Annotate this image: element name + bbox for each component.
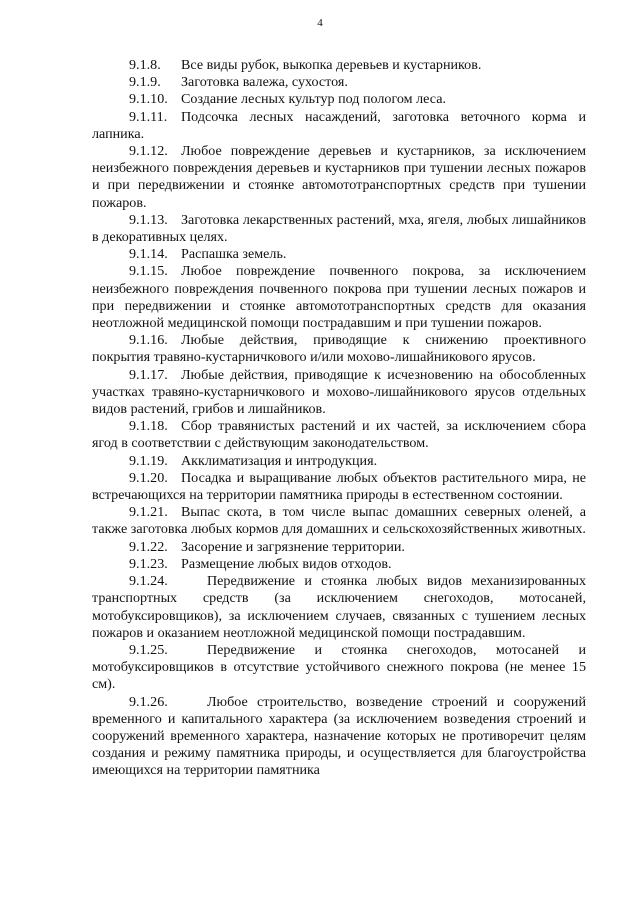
clause-text: Посадка и выращивание любых объектов растительного мира, не встречающихся на территории памятника природы в естественном состоянии. — [92, 469, 586, 504]
clause-text: Заготовка валежа, сухостоя. — [181, 74, 348, 91]
clause-number: 9.1.23. — [129, 555, 168, 572]
clause-9-1-15 — [92, 263, 586, 332]
clause-text: Выпас скота, в том числе выпас домашних северных оленей, а также заготовка любых кормов для домашних и сельскохозяйственных животных. — [92, 504, 586, 538]
page-number: 4 — [317, 17, 323, 29]
document-body — [92, 57, 586, 780]
clause-number: 9.1.20. — [129, 469, 168, 486]
clause-number: 9.1.22. — [129, 538, 168, 555]
clause-number: 9.1.13. — [129, 211, 168, 228]
clause-9-1-24 — [92, 573, 586, 642]
clause-9-1-13 — [92, 212, 586, 246]
clause-text: Любое повреждение почвенного покрова, за исключением неизбежного повреждения почвенного покрова при тушении лесных пожаров и при передвижении и стоянке автомототранспортных средств для оказания неотложной медицинской помощи пострадавшим и при тушении пожаров. — [92, 263, 586, 332]
clause-number: 9.1.17. — [129, 366, 168, 383]
clause-9-1-11 — [92, 109, 586, 143]
clause-9-1-23 — [92, 556, 586, 573]
clause-9-1-22 — [92, 539, 586, 556]
clause-9-1-10 — [92, 91, 586, 108]
clause-number: 9.1.16. — [129, 332, 168, 349]
clause-text: Любое повреждение деревьев и кустарников, за исключением неизбежного повреждения деревьев и кустарников при тушении лесных пожаров и при передвижении и стоянке автомототранспортных средств при тушении пожаров. — [92, 143, 586, 211]
clause-9-1-25 — [92, 642, 586, 694]
clause-text: Любые действия, приводящие к снижению проективного покрытия травяно-кустарничкового и/или мохово-лишайникового ярусов. — [92, 332, 586, 366]
clause-number: 9.1.11. — [129, 108, 168, 125]
clause-text: Акклиматизация и интродукция. — [181, 452, 378, 469]
clause-number: 9.1.9. — [129, 74, 161, 91]
clause-number: 9.1.24. — [129, 573, 168, 590]
clause-text: Все виды рубок, выкопка деревьев и кустарников. — [181, 57, 482, 73]
clause-number: 9.1.10. — [129, 91, 168, 108]
clause-number: 9.1.14. — [129, 246, 168, 263]
clause-text: Создание лесных культур под пологом леса. — [181, 91, 446, 108]
clause-number: 9.1.21. — [129, 504, 168, 521]
clause-9-1-20 — [92, 470, 586, 504]
clause-number: 9.1.18. — [129, 418, 168, 435]
clause-9-1-19 — [92, 453, 586, 470]
clause-text: Сбор травянистых растений и их частей, за исключением сбора ягод в соответствии с действующим законодательством. — [92, 418, 586, 452]
clause-9-1-14 — [92, 246, 586, 263]
clause-number: 9.1.8. — [129, 57, 161, 73]
clause-text: Распашка земель. — [181, 246, 287, 263]
clause-9-1-18 — [92, 418, 586, 452]
clause-number: 9.1.26. — [129, 693, 168, 710]
clause-9-1-17 — [92, 367, 586, 419]
clause-text: Передвижение и стоянка любых видов механизированных транспортных средств (за исключением снегоходов, мотосаней, мотобуксировщиков), за исключением случаев, связанных с тушением лесных пожаров и оказанием неотложной медицинской помощи пострадавшим. — [92, 573, 586, 641]
clause-number: 9.1.19. — [129, 452, 168, 469]
clause-text: Засорение и загрязнение территории. — [181, 538, 405, 555]
clause-text: Подсочка лесных насаждений, заготовка веточного корма и лапника. — [92, 108, 586, 142]
clause-9-1-21 — [92, 504, 586, 538]
clause-number: 9.1.15. — [129, 263, 168, 280]
clause-9-1-12 — [92, 143, 586, 212]
clause-number: 9.1.12. — [129, 143, 168, 160]
clause-9-1-8 — [92, 57, 586, 74]
clause-9-1-26 — [92, 694, 586, 780]
clause-text: Передвижение и стоянка снегоходов, мотосаней и мотобуксировщиков в отсутствие устойчивого снежного покрова (не менее 15 см). — [92, 641, 586, 693]
clause-text: Заготовка лекарственных растений, мха, ягеля, любых лишайников в декоративных целях. — [92, 211, 586, 246]
clause-text: Размещение любых видов отходов. — [181, 555, 392, 572]
clause-9-1-9 — [92, 74, 586, 91]
clause-text: Любое строительство, возведение строений и сооружений временного и капитального характера (за исключением возведения строений и сооружений временного характера, назначение которых не противоречит целям создания и режиму памятника природы, и осуществляется для благоустройства имеющихся на территории памятника — [92, 693, 586, 779]
clause-text: Любые действия, приводящие к исчезновению на обособленных участках травяно-кустарничкового и мохово-лишайникового ярусов отдельных видов растений, грибов и лишайников. — [92, 366, 586, 418]
clause-9-1-16 — [92, 332, 586, 366]
clause-number: 9.1.25. — [129, 641, 168, 658]
